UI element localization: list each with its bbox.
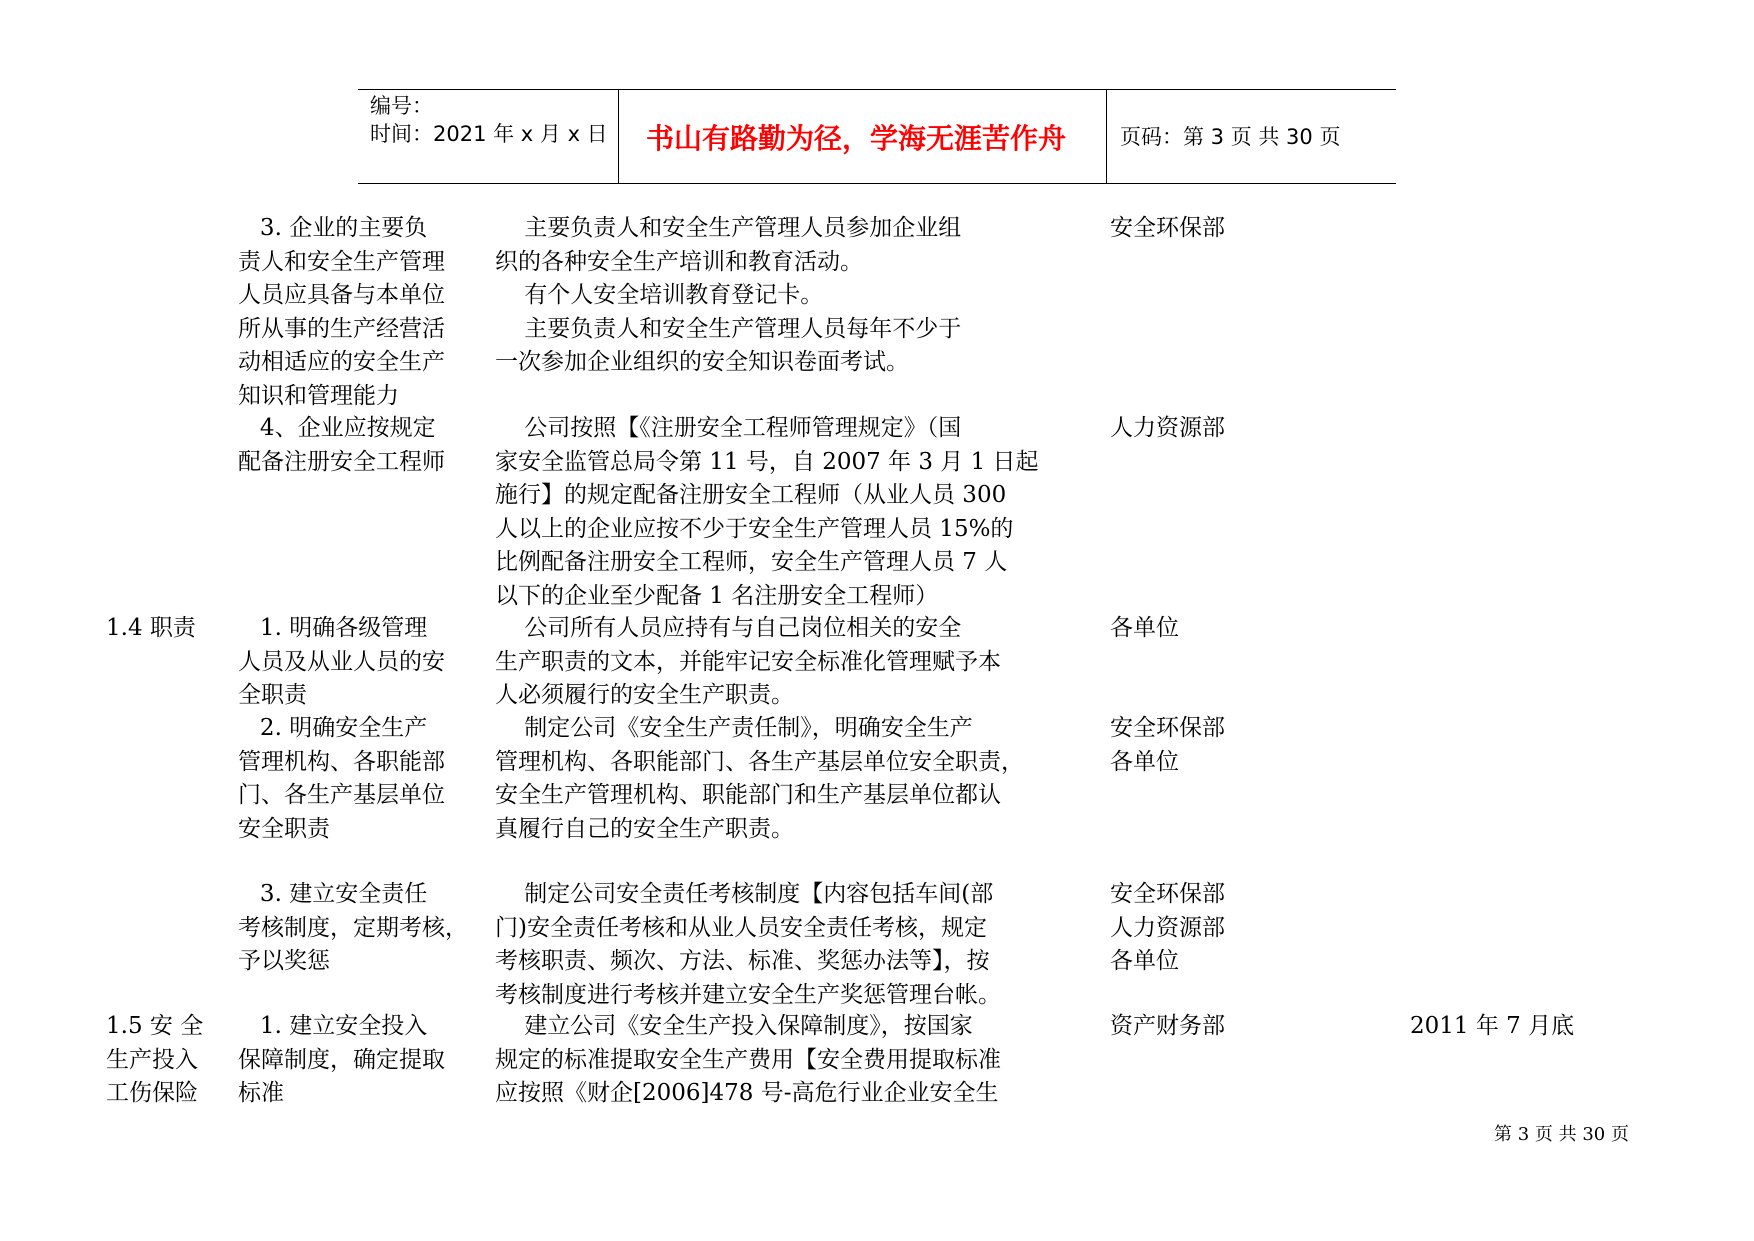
page-info: 页码：第 3 页 共 30 页	[1120, 125, 1341, 149]
description-cell	[495, 1010, 1001, 1111]
description-line: 主要负责人和安全生产管理人员参加企业组	[495, 215, 962, 241]
item-line: 标准	[238, 1080, 284, 1106]
department-cell	[1110, 712, 1225, 779]
description-line: 织的各种安全生产培训和教育活动。	[495, 248, 863, 275]
description-line: 真履行自己的安全生产职责。	[495, 815, 794, 842]
department-line: 安全环保部	[1110, 881, 1225, 907]
description-line: 以下的企业至少配备 1 名注册安全工程师）	[495, 582, 939, 609]
item-line: 3. 企业的主要负	[238, 215, 428, 241]
item-cell	[238, 612, 445, 713]
description-line: 施行】的规定配备注册安全工程师（从业人员 300	[495, 482, 1007, 508]
document-time-label: 时间：2021 年 x 月 x 日	[370, 122, 608, 146]
document-number-label: 编号：	[370, 94, 433, 118]
item-line: 知识和管理能力	[238, 382, 399, 409]
item-cell	[238, 712, 445, 846]
item-line: 1. 建立安全投入	[238, 1013, 428, 1039]
item-line: 安全职责	[238, 815, 330, 842]
item-line: 责人和安全生产管理	[238, 248, 445, 275]
item-line: 动相适应的安全生产	[238, 349, 445, 375]
description-line: 生产职责的文本，并能牢记安全标准化管理赋予本	[495, 648, 1001, 675]
item-line: 管理机构、各职能部	[238, 748, 445, 775]
page-header	[358, 89, 1396, 184]
item-cell	[238, 878, 468, 979]
department-line: 安全环保部	[1110, 715, 1225, 741]
item-line: 3. 建立安全责任	[238, 881, 428, 907]
description-cell	[495, 712, 1024, 846]
item-cell	[238, 212, 445, 413]
description-line: 规定的标准提取安全生产费用【安全费用提取标准	[495, 1046, 1001, 1073]
description-cell	[495, 612, 1001, 713]
item-line: 考核制度，定期考核，	[238, 914, 468, 941]
description-line: 应按照《财企[2006]478 号-高危行业企业安全生	[495, 1080, 999, 1106]
description-line: 家安全监管总局令第 11 号，自 2007 年 3 月 1 日起	[495, 448, 1039, 475]
description-line: 有个人安全培训教育登记卡。	[495, 282, 824, 308]
department-line: 安全环保部	[1110, 215, 1225, 241]
item-line: 配备注册安全工程师	[238, 448, 445, 475]
item-line: 予以奖惩	[238, 948, 330, 974]
item-line: 1. 明确各级管理	[238, 615, 428, 641]
description-line: 考核制度进行考核并建立安全生产奖惩管理台帐。	[495, 981, 1001, 1008]
description-cell	[495, 412, 1039, 613]
description-line: 比例配备注册安全工程师，安全生产管理人员 7 人	[495, 549, 1008, 575]
item-line: 保障制度，确定提取	[238, 1046, 445, 1073]
description-line: 主要负责人和安全生产管理人员每年不少于	[495, 315, 962, 342]
item-line: 人员及从业人员的安	[238, 648, 445, 675]
department-cell	[1110, 878, 1225, 979]
department-line: 资产财务部	[1110, 1013, 1225, 1039]
category-line: 1.4 职责	[106, 615, 196, 641]
description-line: 制定公司安全责任考核制度【内容包括车间(部	[495, 881, 994, 907]
page-footer: 第 3 页 共 30 页	[1494, 1124, 1629, 1145]
department-cell	[1110, 212, 1225, 246]
description-line: 考核职责、频次、方法、标准、奖惩办法等】，按	[495, 948, 990, 974]
description-line: 人以上的企业应按不少于安全生产管理人员 15%的	[495, 515, 1014, 542]
item-line: 门、各生产基层单位	[238, 782, 445, 808]
department-cell	[1110, 1010, 1225, 1044]
department-line: 人力资源部	[1110, 914, 1225, 941]
description-line: 门)安全责任考核和从业人员安全责任考核，规定	[495, 914, 987, 941]
date-cell	[1410, 1010, 1574, 1044]
description-line: 建立公司《安全生产投入保障制度》，按国家	[495, 1013, 973, 1039]
description-line: 一次参加企业组织的安全知识卷面考试。	[495, 349, 909, 375]
description-line: 公司按照【《注册安全工程师管理规定》（国	[495, 415, 962, 441]
item-line: 人员应具备与本单位	[238, 282, 445, 308]
description-line: 人必须履行的安全生产职责。	[495, 682, 794, 708]
category-cell	[106, 1010, 203, 1111]
header-divider-right	[1106, 90, 1107, 183]
department-line: 各单位	[1110, 615, 1179, 641]
department-line: 各单位	[1110, 948, 1179, 974]
description-line: 安全生产管理机构、职能部门和生产基层单位都认	[495, 782, 1001, 808]
item-line: 4、企业应按规定	[238, 415, 436, 441]
department-cell	[1110, 412, 1225, 446]
item-line: 全职责	[238, 682, 307, 708]
description-cell	[495, 212, 961, 380]
item-cell	[238, 412, 445, 479]
motto-text: 书山有路勤为径，学海无涯苦作舟	[646, 122, 1067, 155]
category-line: 工伤保险	[106, 1080, 198, 1106]
description-cell	[495, 878, 1001, 1012]
category-cell	[106, 612, 196, 646]
header-divider-left	[618, 90, 619, 183]
description-line: 制定公司《安全生产责任制》，明确安全生产	[495, 715, 973, 741]
description-line: 公司所有人员应持有与自己岗位相关的安全	[495, 615, 962, 641]
department-line: 各单位	[1110, 748, 1179, 775]
category-line: 1.5 安 全	[106, 1013, 204, 1039]
description-line: 管理机构、各职能部门、各生产基层单位安全职责，	[495, 748, 1024, 775]
item-cell	[238, 1010, 445, 1111]
item-line: 2. 明确安全生产	[238, 715, 428, 741]
category-line: 生产投入	[106, 1046, 198, 1073]
department-line: 人力资源部	[1110, 415, 1225, 441]
date-line: 2011 年 7 月底	[1410, 1013, 1575, 1039]
item-line: 所从事的生产经营活	[238, 315, 445, 342]
department-cell	[1110, 612, 1179, 646]
